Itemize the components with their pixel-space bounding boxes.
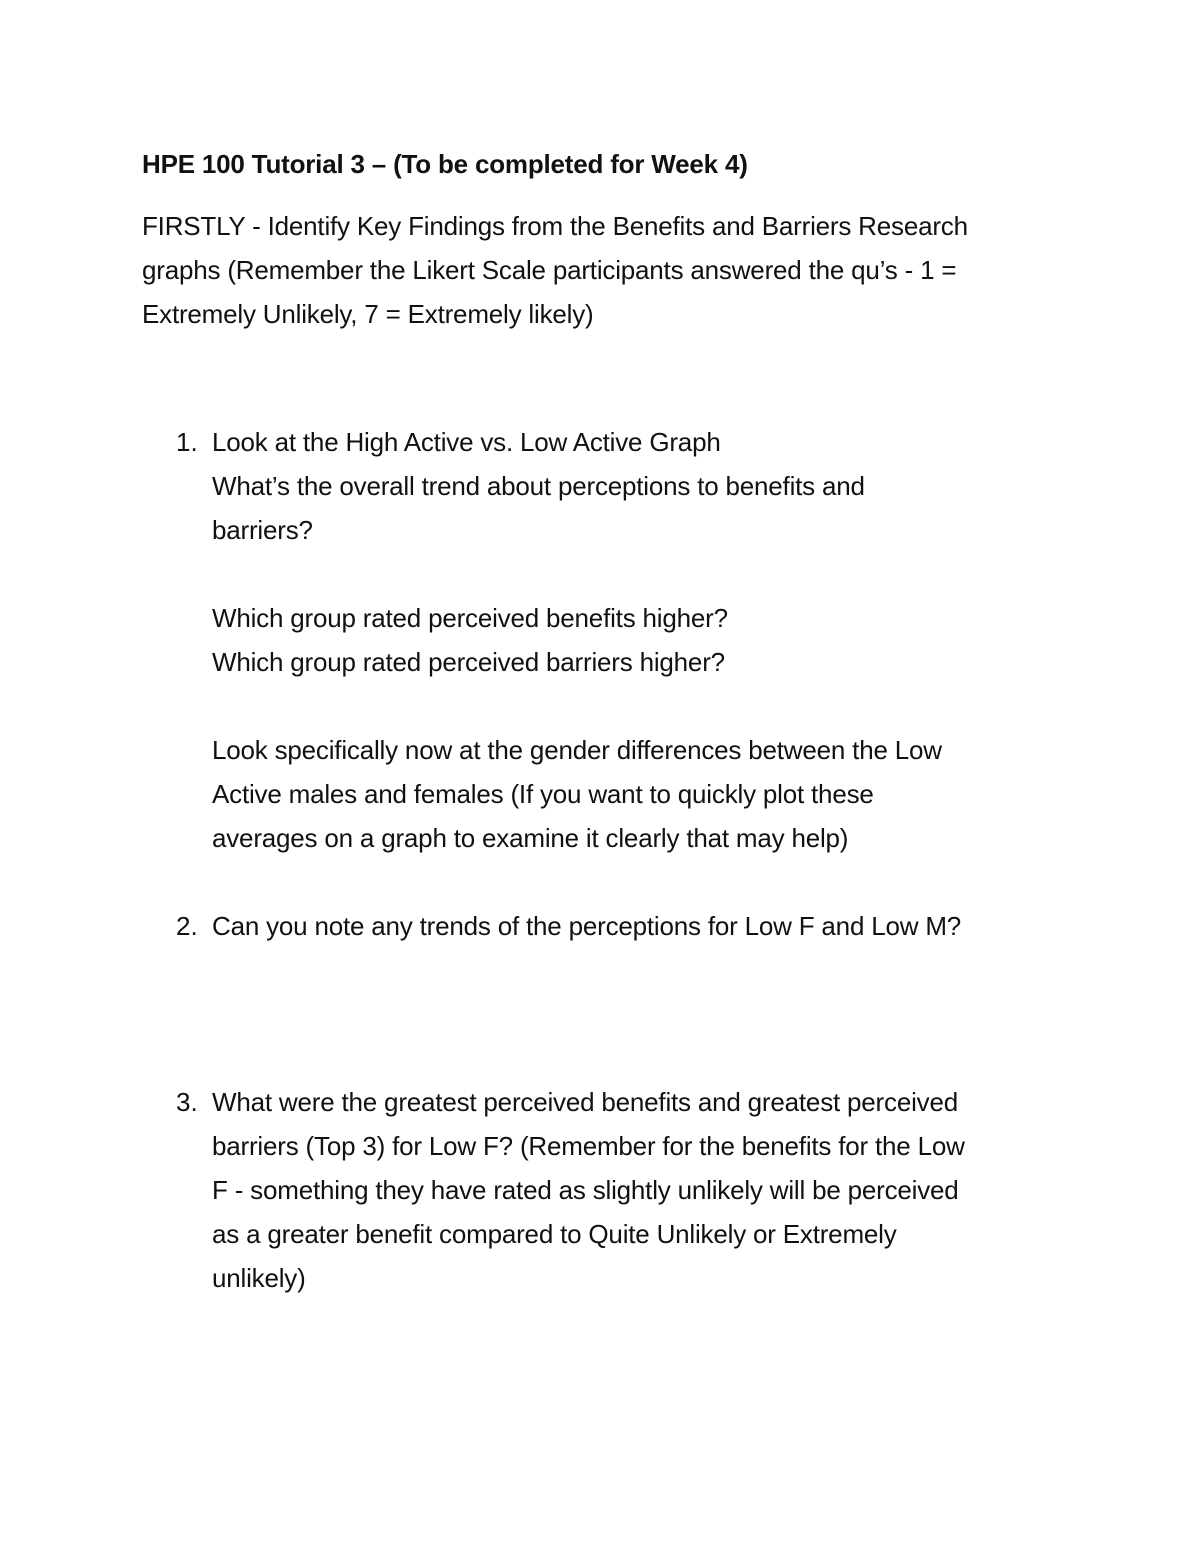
list-item-number: 1.	[176, 427, 198, 457]
question-line: Can you note any trends of the perceptions for Low F and Low M?	[212, 911, 962, 941]
question-line: What’s the overall trend about perceptions to benefits and	[212, 471, 865, 501]
question-line: F - something they have rated as slightly unlikely will be perceived	[212, 1175, 959, 1205]
intro-line: Extremely Unlikely, 7 = Extremely likely)	[142, 299, 594, 329]
question-line: barriers (Top 3) for Low F? (Remember for the benefits for the Low	[212, 1131, 965, 1161]
question-line: Look at the High Active vs. Low Active Graph	[212, 427, 721, 457]
question-line: Look specifically now at the gender differences between the Low	[212, 735, 942, 765]
question-line: Which group rated perceived barriers higher?	[212, 647, 725, 677]
question-line: Active males and females (If you want to quickly plot these	[212, 779, 874, 809]
document-title: HPE 100 Tutorial 3 – (To be completed for Week 4)	[142, 149, 748, 179]
question-line: averages on a graph to examine it clearly that may help)	[212, 823, 849, 853]
list-item-number: 3.	[176, 1087, 198, 1117]
intro-line: graphs (Remember the Likert Scale participants answered the qu’s - 1 =	[142, 255, 957, 285]
question-line: barriers?	[212, 515, 313, 545]
list-item-number: 2.	[176, 911, 198, 941]
question-line: What were the greatest perceived benefits and greatest perceived	[212, 1087, 958, 1117]
question-line: as a greater benefit compared to Quite Unlikely or Extremely	[212, 1219, 897, 1249]
question-line: Which group rated perceived benefits higher?	[212, 603, 728, 633]
intro-line: FIRSTLY - Identify Key Findings from the Benefits and Barriers Research	[142, 211, 968, 241]
question-line: unlikely)	[212, 1263, 306, 1293]
